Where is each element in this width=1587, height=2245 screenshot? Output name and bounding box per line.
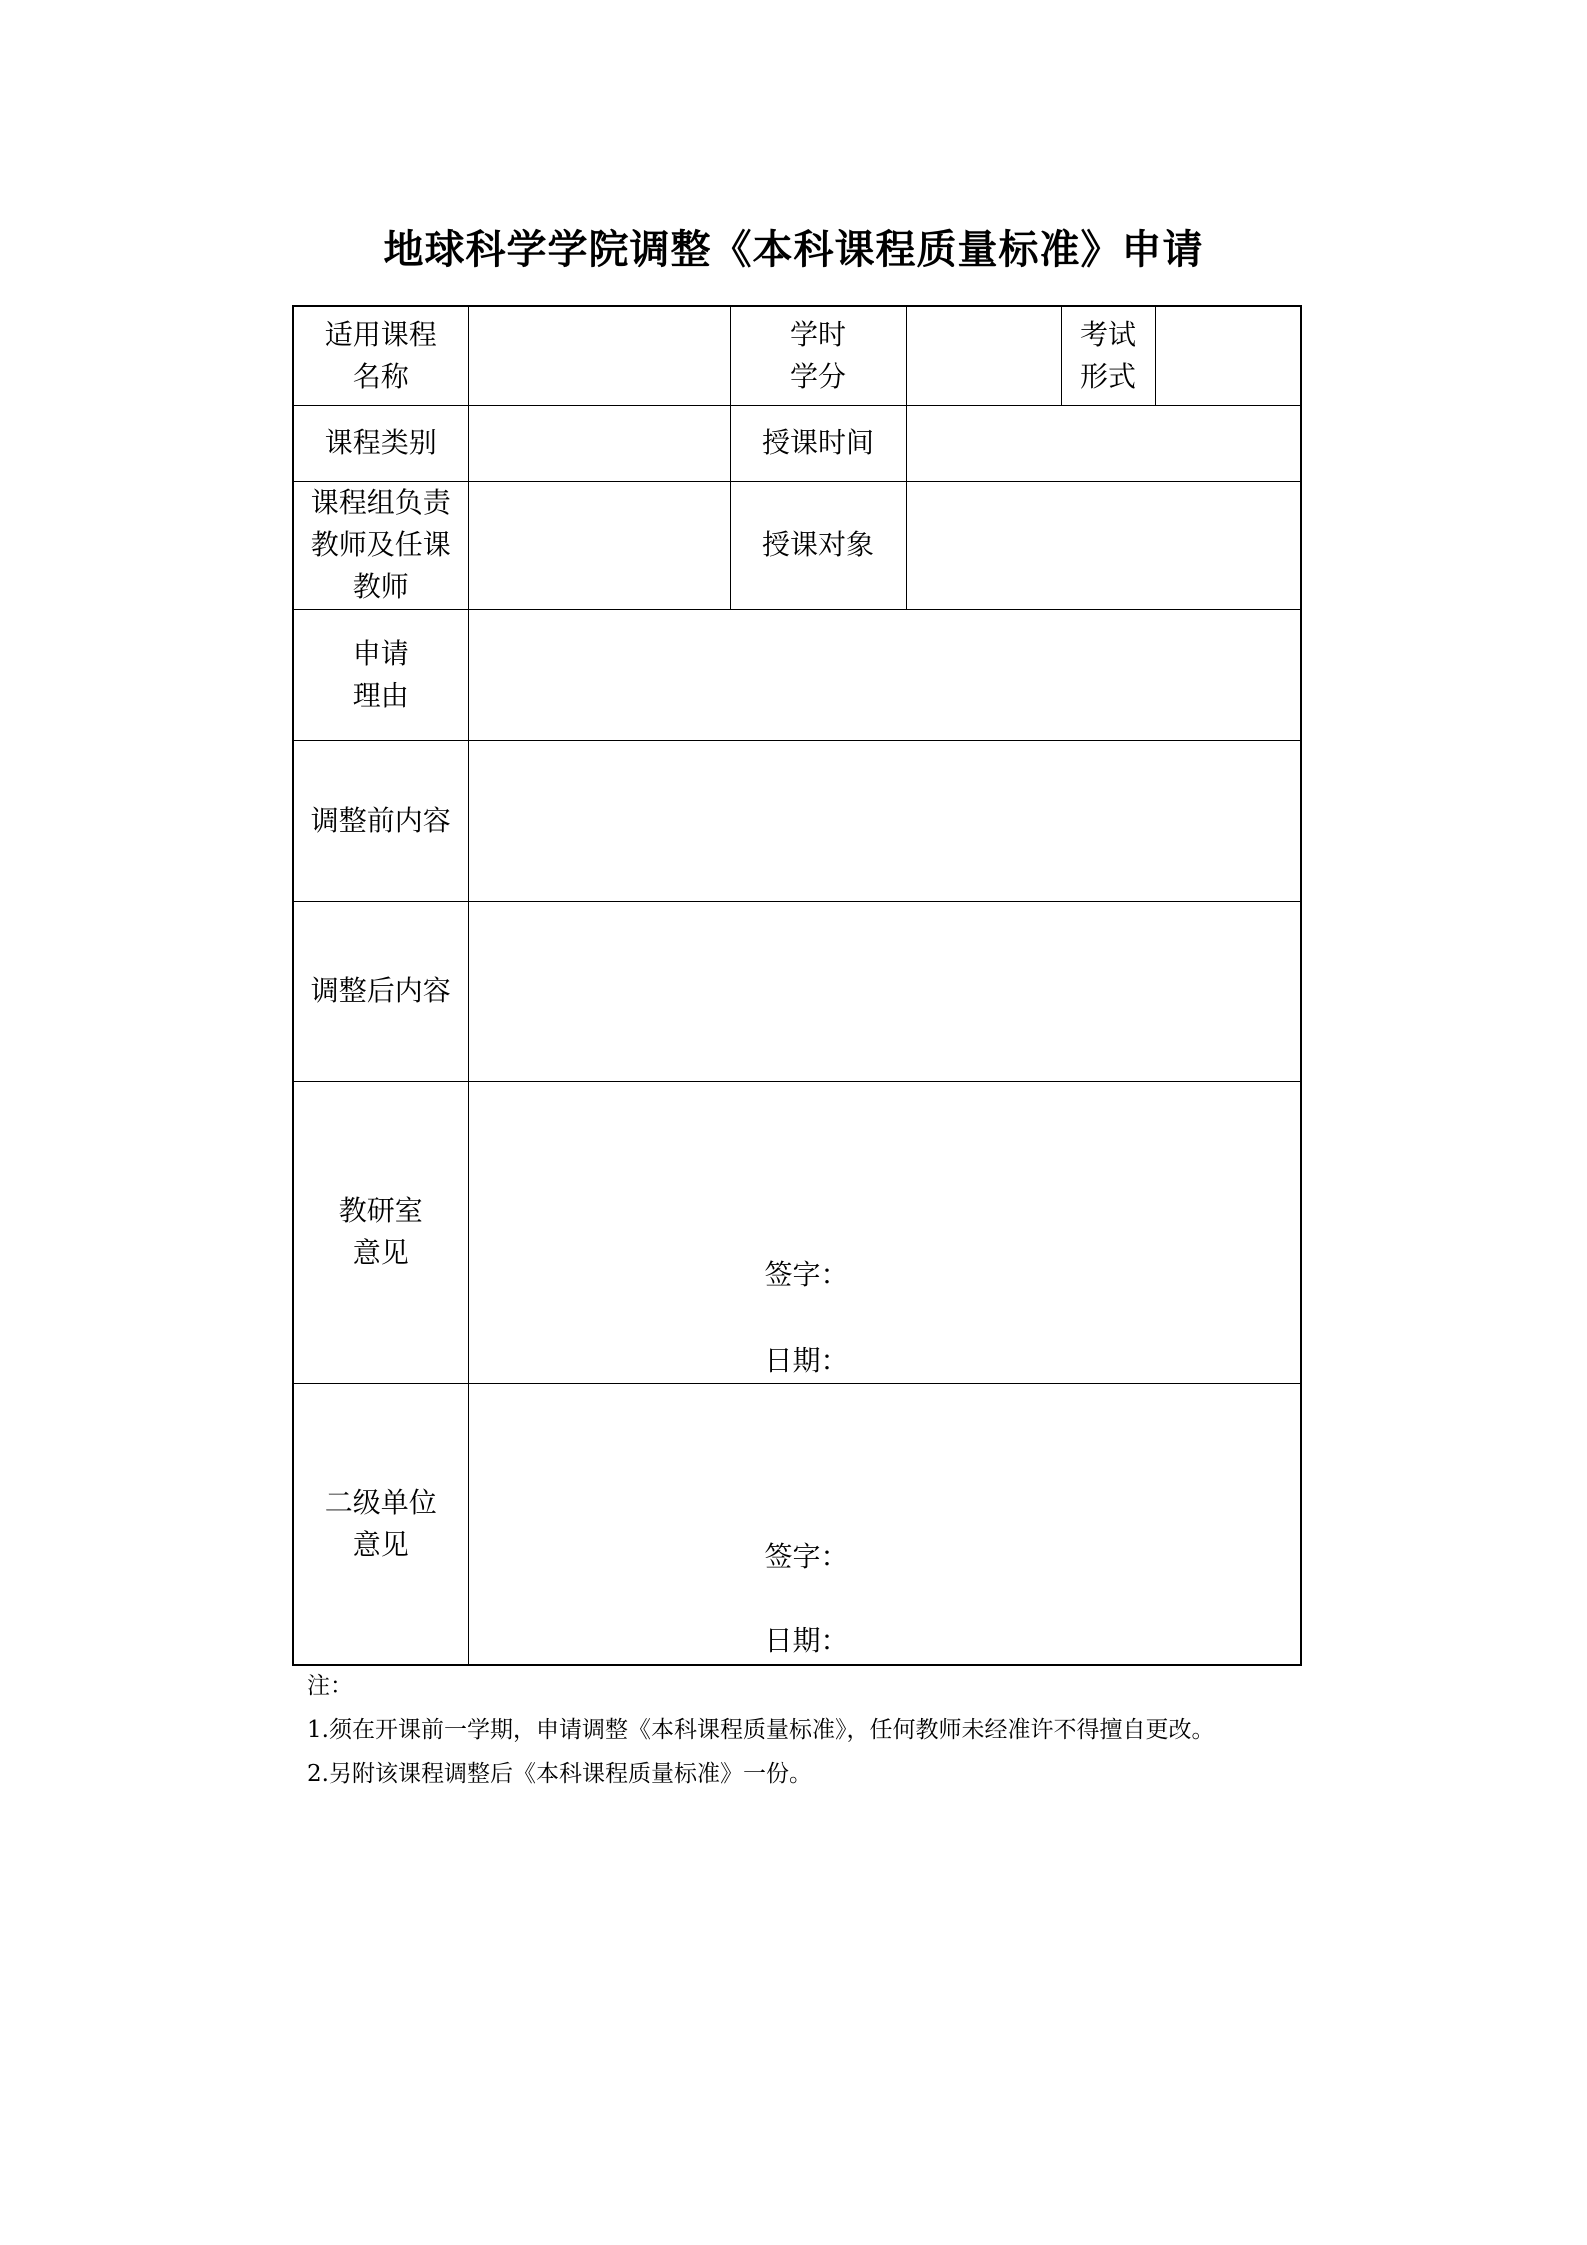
unit-date-label: 日期： <box>764 1623 849 1657</box>
teaching-time-label: 授课时间 <box>730 405 906 481</box>
course-name-row <box>293 306 1301 405</box>
dept-opinion-field[interactable] <box>468 1081 1301 1383</box>
audience-field[interactable] <box>906 481 1301 609</box>
course-category-row <box>293 405 1301 481</box>
course-name-label: 适用课程 名称 <box>293 306 468 405</box>
after-content-row <box>293 901 1301 1081</box>
dept-date-label: 日期： <box>764 1343 849 1377</box>
after-content-field[interactable] <box>468 901 1301 1081</box>
teaching-time-field[interactable] <box>906 405 1301 481</box>
unit-sign-label: 签字： <box>764 1539 849 1573</box>
reason-row <box>293 609 1301 740</box>
course-name-field[interactable] <box>468 306 730 405</box>
teachers-label: 课程组负责 教师及任课 教师 <box>293 481 468 609</box>
before-content-row <box>293 740 1301 901</box>
reason-field[interactable] <box>468 609 1301 740</box>
unit-opinion-row <box>293 1383 1301 1665</box>
notes <box>307 1664 1214 1796</box>
note-item: 2.另附该课程调整后《本科课程质量标准》一份。 <box>307 1761 812 1787</box>
dept-opinion-label: 教研室 意见 <box>293 1081 468 1383</box>
dept-opinion-row <box>293 1081 1301 1383</box>
course-category-field[interactable] <box>468 405 730 481</box>
unit-opinion-label: 二级单位 意见 <box>293 1383 468 1665</box>
page-title: 地球科学学院调整《本科课程质量标准》申请 <box>383 226 1204 273</box>
application-form-table <box>292 305 1302 1666</box>
teachers-field[interactable] <box>468 481 730 609</box>
teachers-row <box>293 481 1301 609</box>
dept-sign-label: 签字： <box>764 1257 849 1291</box>
exam-form-label: 考试 形式 <box>1061 306 1155 405</box>
unit-opinion-field[interactable] <box>468 1383 1301 1665</box>
exam-form-field[interactable] <box>1155 306 1301 405</box>
hours-credits-label: 学时 学分 <box>730 306 906 405</box>
hours-credits-field[interactable] <box>906 306 1061 405</box>
note-item: 1.须在开课前一学期，申请调整《本科课程质量标准》，任何教师未经准许不得擅自更改。 <box>307 1717 1215 1743</box>
before-content-field[interactable] <box>468 740 1301 901</box>
audience-label: 授课对象 <box>730 481 906 609</box>
course-category-label: 课程类别 <box>293 405 468 481</box>
reason-label: 申请 理由 <box>293 609 468 740</box>
before-content-label: 调整前内容 <box>293 740 468 901</box>
after-content-label: 调整后内容 <box>293 901 468 1081</box>
notes-heading: 注： <box>307 1673 353 1699</box>
